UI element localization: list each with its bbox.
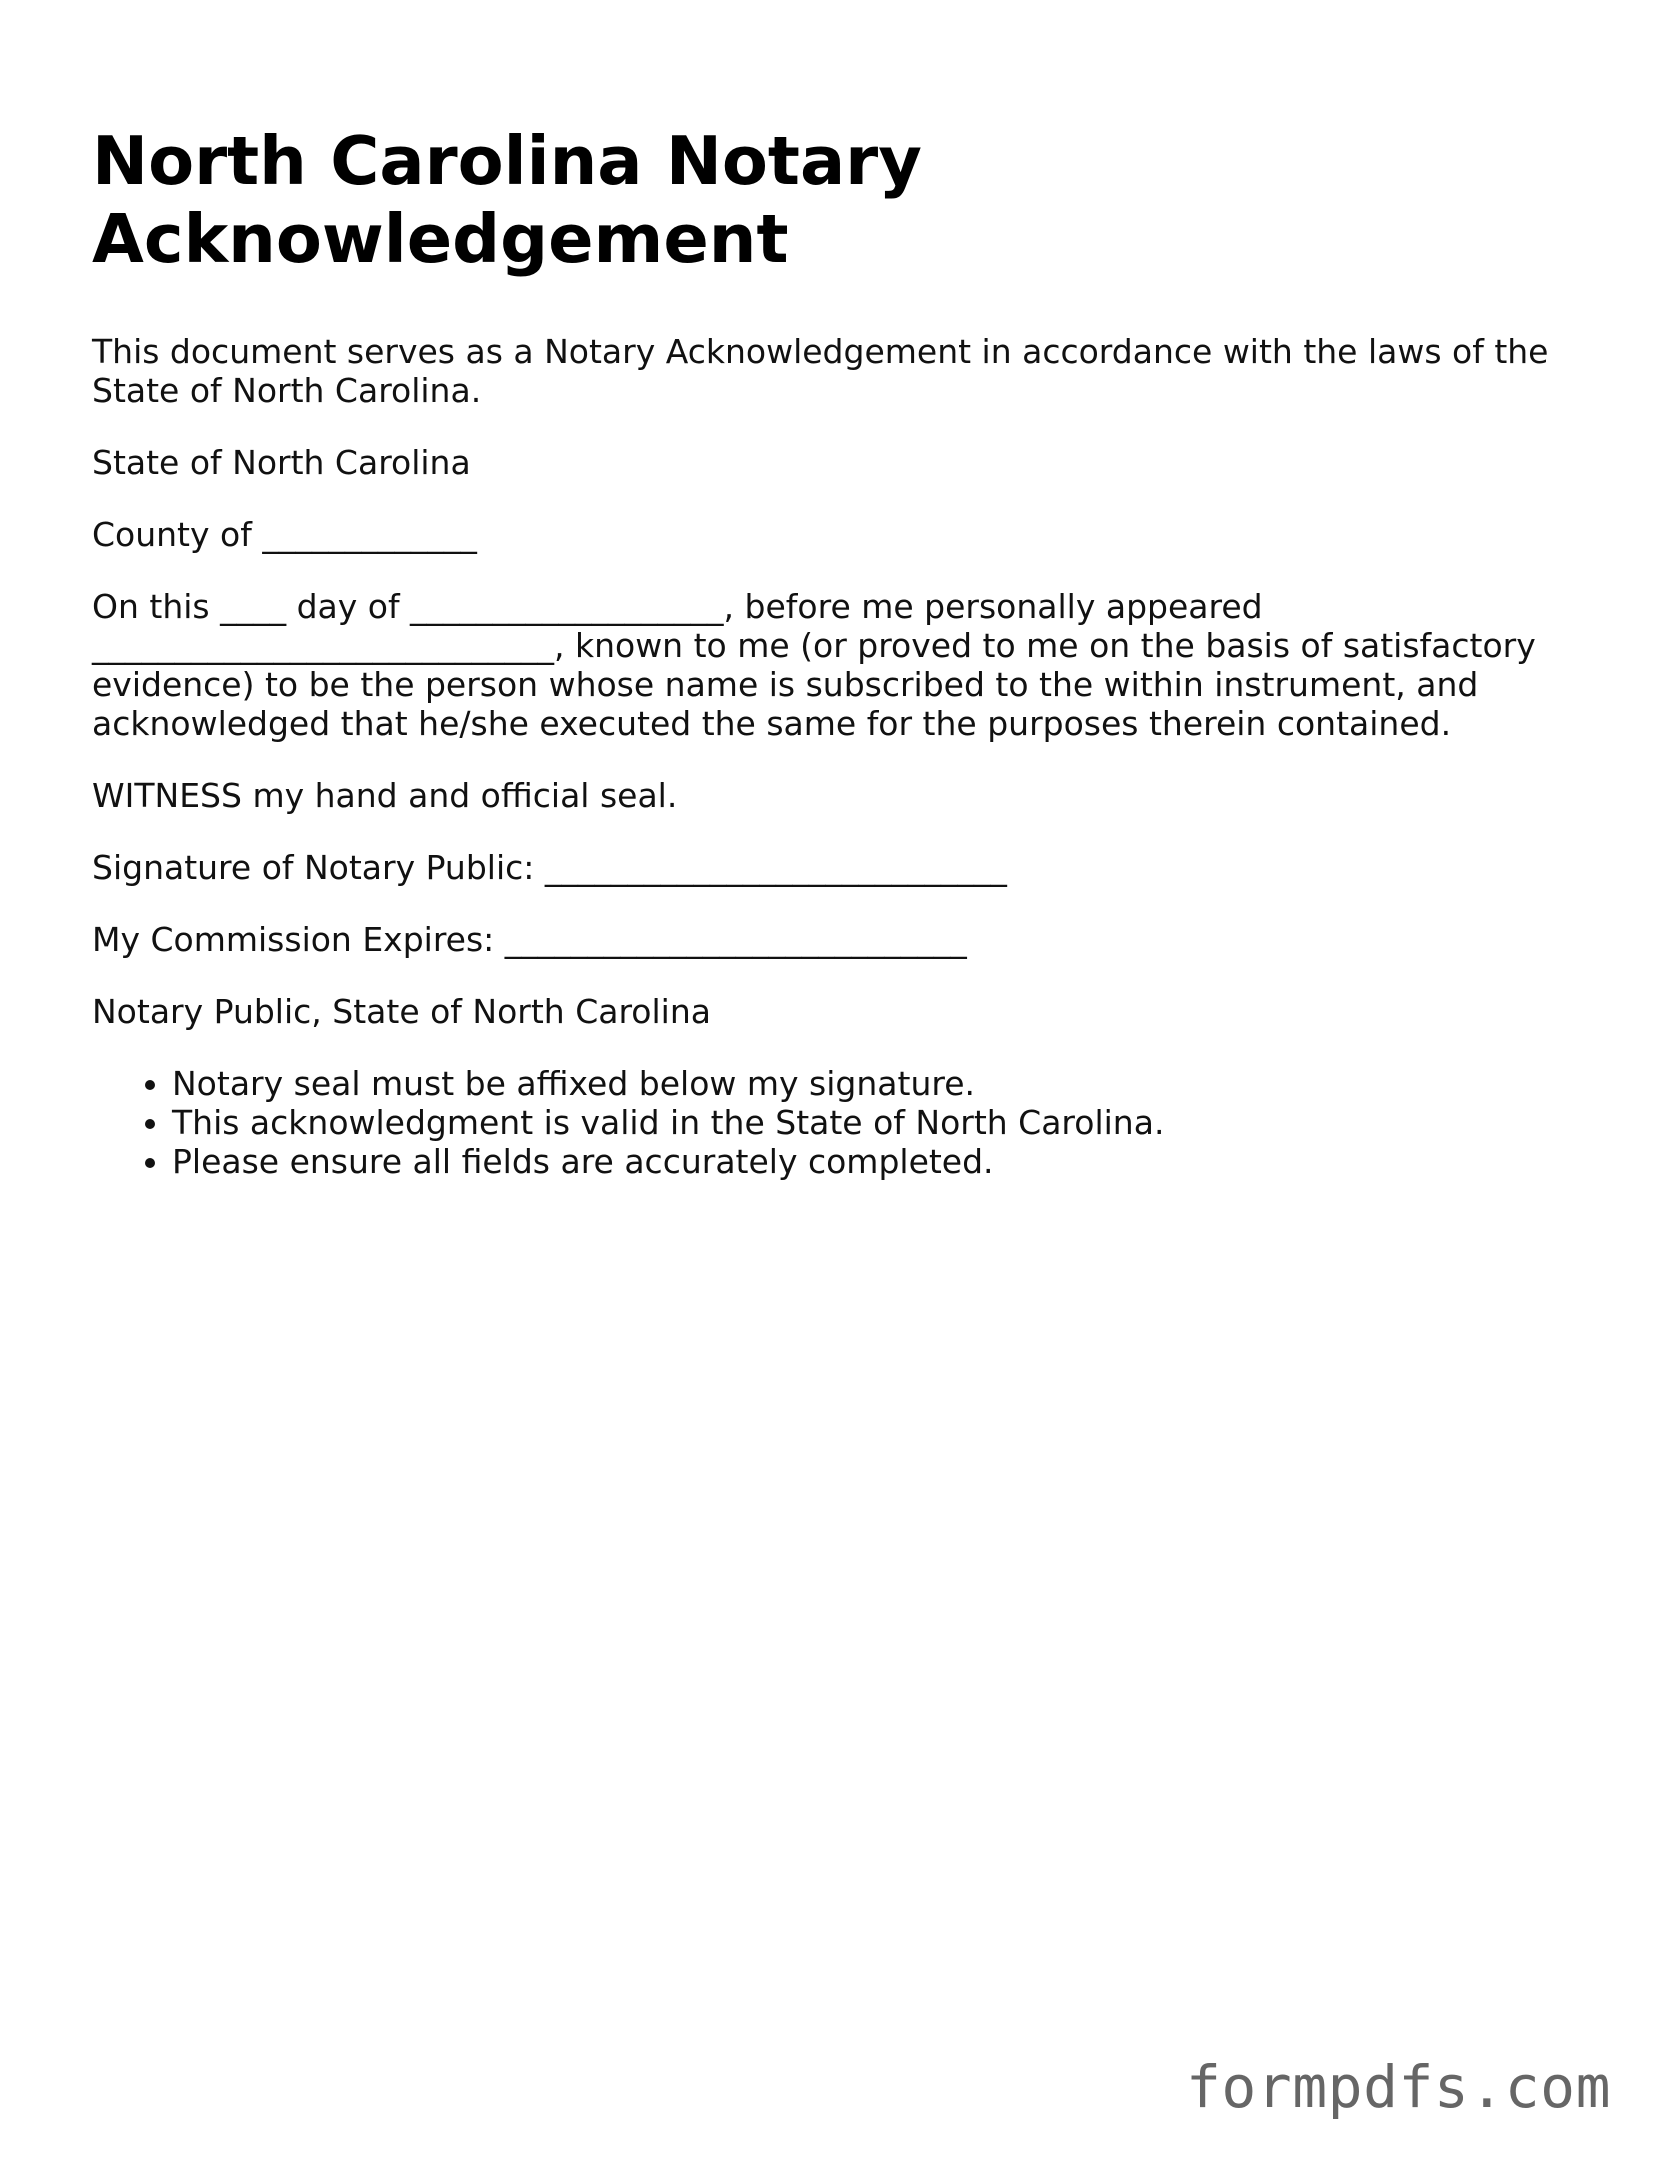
site-watermark: formpdfs.com [1185,2053,1611,2121]
county-line: County of _____________ [92,515,477,554]
commission-expires-line: My Commission Expires: ____________________________ [92,920,967,959]
document-title: North Carolina Notary Acknowledgement [92,122,922,278]
appearance-paragraph: On this ____ day of ___________________, before me personally appeared ____________________________, known to me (or proved to me on the basis of satisfactory evidence) to be the person whose name is subscribed to the within instrument, and acknowledged that he/she executed the same for the purposes therein contained. [92,587,1536,743]
note-item: • This acknowledgment is valid in the State of North Carolina. [172,1103,1592,1142]
notes-list [92,1064,1592,1181]
note-item: • Please ensure all fields are accurately completed. [172,1142,1592,1181]
notary-signature-line: Signature of Notary Public: ____________________________ [92,848,1007,887]
intro-paragraph: This document serves as a Notary Acknowledgement in accordance with the laws of the State of North Carolina. [92,332,1549,410]
note-item: • Notary seal must be affixed below my signature. [172,1064,1592,1103]
state-line: State of North Carolina [92,443,471,482]
witness-line: WITNESS my hand and official seal. [92,776,678,815]
notary-title-line: Notary Public, State of North Carolina [92,992,711,1031]
document-page [92,122,1592,1181]
